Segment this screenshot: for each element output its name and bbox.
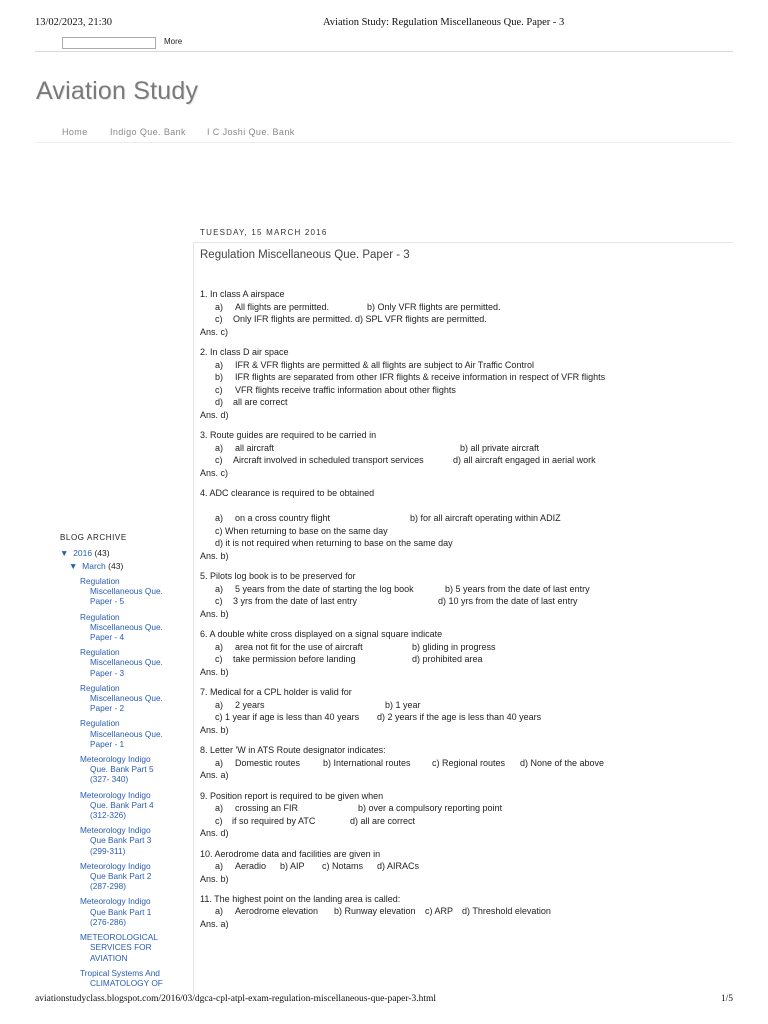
question-block — [200, 429, 730, 479]
question-text — [200, 570, 730, 583]
question-segment: Ans. a) — [200, 770, 229, 781]
question-line — [200, 442, 730, 455]
question-block — [200, 628, 730, 678]
question-text — [200, 893, 730, 906]
question-segment: IFR flights are separated from other IFR flights & receive information in respect of VFR flights — [235, 372, 606, 383]
collapse-arrow-icon[interactable]: ▼ — [69, 561, 78, 571]
question-block — [200, 744, 730, 782]
archive-post-link[interactable]: Regulation Miscellaneous Que. Paper - 3 — [80, 647, 163, 678]
print-page-number: 1/5 — [720, 994, 733, 1004]
question-line — [200, 860, 730, 873]
question-segment: c) — [215, 455, 223, 466]
question-segment: Ans. b) — [200, 667, 229, 677]
question-line — [200, 583, 730, 596]
question-line — [200, 326, 730, 339]
question-segment: b) — [215, 372, 224, 383]
blog-title[interactable]: Aviation Study — [36, 77, 199, 105]
question-line — [200, 827, 730, 840]
question-block — [200, 790, 730, 840]
question-segment: a) — [215, 583, 224, 594]
question-line — [200, 409, 730, 422]
tab-home[interactable]: Home — [62, 127, 88, 137]
question-block — [200, 288, 730, 338]
question-segment: if so required by ATC — [232, 815, 316, 826]
question-line — [200, 595, 730, 608]
question-line — [200, 641, 730, 654]
print-url: aviationstudyclass.blogspot.com/2016/03/dgca-cpl-atpl-exam-regulation-miscellaneous-que-paper-3.html — [35, 994, 437, 1004]
question-text — [200, 487, 730, 500]
print-page-title: Aviation Study: Regulation Miscellaneous Que. Paper - 3 — [323, 17, 565, 28]
post-body — [200, 288, 730, 938]
question-segment: d) None of the above — [520, 757, 605, 768]
question-segment: IFR & VFR flights are permitted & all flights are subject to Air Traffic Control — [235, 359, 534, 370]
question-segment: Ans. d) — [200, 828, 229, 839]
question-text — [200, 848, 730, 861]
question-line — [200, 359, 730, 372]
question-block — [200, 487, 730, 563]
question-segment: area not fit for the use of aircraft — [235, 641, 363, 652]
question-segment: d) all aircraft engaged in aerial work — [453, 455, 596, 466]
question-segment: d) it is not required when returning to base on the same day — [215, 538, 453, 549]
question-segment: all are correct — [233, 397, 288, 408]
archive-month-march[interactable] — [60, 561, 178, 574]
question-segment: 4. ADC clearance is required to be obtained — [200, 488, 375, 499]
question-segment: d) — [215, 397, 224, 408]
question-segment: Only IFR flights are permitted. d) SPL VFR flights are permitted. — [233, 314, 487, 325]
question-segment: all aircraft — [235, 442, 275, 453]
question-segment: d) AIRACs — [377, 861, 420, 872]
question-segment: b) all private aircraft — [460, 442, 540, 453]
question-line — [200, 537, 730, 550]
question-segment: b) Only VFR flights are permitted. — [367, 301, 501, 312]
question-segment: b) AIP — [280, 861, 305, 872]
question-segment: Aerodrome elevation — [235, 906, 319, 917]
tabs-divider — [35, 142, 733, 143]
question-segment: 11. The highest point on the landing area is called: — [200, 893, 401, 904]
archive-post-link[interactable]: Meteorology Indigo Que. Bank Part 4 (312-326) — [80, 789, 154, 821]
question-segment: c) — [215, 314, 223, 325]
question-segment: 1. In class A airspace — [200, 289, 285, 299]
question-line — [200, 905, 730, 918]
question-line — [200, 500, 730, 513]
question-text — [200, 790, 730, 803]
question-segment: Aeradio — [235, 861, 267, 872]
question-segment: 2 years — [235, 699, 265, 710]
archive-post-list — [60, 576, 178, 988]
question-segment: a) — [215, 301, 224, 312]
question-segment: a) — [215, 641, 224, 652]
question-segment: d) prohibited area — [412, 654, 483, 665]
question-block — [200, 893, 730, 931]
question-segment: 5. Pilots log book is to be preserved for — [200, 571, 356, 582]
question-line — [200, 653, 730, 666]
archive-post-link[interactable]: Regulation Miscellaneous Que. Paper - 2 — [80, 682, 163, 714]
collapse-arrow-icon[interactable]: ▼ — [60, 548, 69, 558]
question-line — [200, 525, 730, 538]
question-segment: c) 1 year if age is less than 40 years — [215, 712, 360, 723]
question-segment: a) — [215, 513, 224, 524]
archive-post-link[interactable]: Tropical Systems And CLIMATOLOGY OF — [80, 967, 163, 988]
question-segment: 7. Medical for a CPL holder is valid for — [200, 687, 352, 698]
question-segment: d) 10 yrs from the date of last entry — [438, 596, 578, 607]
question-line — [200, 666, 730, 679]
question-line — [200, 769, 730, 782]
question-line — [200, 757, 730, 770]
question-block — [200, 570, 730, 620]
question-segment: crossing an FIR — [235, 803, 299, 814]
question-segment: a) — [215, 906, 224, 917]
archive-post-link[interactable]: Meteorology Indigo Que Bank Part 1 (276-286) — [80, 896, 152, 927]
question-segment: 5 years from the date of starting the log book — [235, 583, 414, 594]
question-segment: on a cross country flight — [235, 513, 331, 524]
question-segment: Ans. b) — [200, 873, 229, 884]
archive-post-link[interactable]: Meteorology Indigo Que Bank Part 3 (299-311) — [80, 825, 152, 856]
question-segment: a) — [215, 803, 224, 814]
question-segment: b) over a compulsory reporting point — [358, 803, 503, 814]
question-segment: d) 2 years if the age is less than 40 years — [377, 712, 542, 723]
question-segment: Ans. b) — [200, 551, 229, 562]
question-line — [200, 313, 730, 326]
question-segment: 2. In class D air space — [200, 346, 289, 357]
tab-ic-joshi-que-bank[interactable]: I C Joshi Que. Bank — [207, 127, 295, 137]
blog-archive-header: BLOG ARCHIVE — [60, 533, 127, 542]
question-segment: b) Runway elevation — [334, 906, 416, 917]
navbar-search-input[interactable] — [62, 37, 156, 49]
question-segment: Ans. a) — [200, 919, 229, 930]
tab-indigo-que-bank[interactable]: Indigo Que. Bank — [110, 127, 186, 137]
archive-month-count: (43) — [108, 561, 124, 571]
question-segment: 6. A double white cross displayed on a signal square indicate — [200, 629, 443, 640]
question-text — [200, 744, 730, 757]
question-line — [200, 384, 730, 397]
question-segment: c) Notams — [322, 861, 364, 872]
archive-month-label[interactable]: March — [82, 561, 106, 571]
question-line — [200, 802, 730, 815]
question-text — [200, 628, 730, 641]
question-segment: VFR flights receive traffic information about other flights — [235, 384, 456, 395]
question-segment: a) — [215, 699, 224, 710]
question-segment: Ans. b) — [200, 609, 229, 620]
question-line — [200, 301, 730, 314]
question-segment: c) — [215, 654, 223, 665]
question-segment: Ans. c) — [200, 326, 229, 337]
question-segment: c) When returning to base on the same day — [215, 525, 388, 536]
archive-year-label[interactable]: 2016 — [73, 548, 93, 558]
question-segment: c) Regional routes — [432, 757, 506, 768]
question-text — [200, 429, 730, 442]
question-segment: 3 yrs from the date of last entry — [233, 596, 358, 607]
question-line — [200, 512, 730, 525]
question-line — [200, 711, 730, 724]
question-line — [200, 873, 730, 886]
question-block — [200, 346, 730, 422]
question-segment: 10. Aerodrome data and facilities are given in — [200, 848, 381, 859]
question-line — [200, 454, 730, 467]
question-segment: All flights are permitted. — [235, 301, 330, 312]
blog-archive — [60, 533, 178, 993]
question-segment: 8. Letter 'W in ATS Route designator indicates: — [200, 745, 386, 756]
question-segment: b) 1 year — [385, 699, 421, 710]
question-segment: Domestic routes — [235, 757, 301, 768]
question-segment: Ans. d) — [200, 409, 229, 420]
question-segment: c) — [215, 384, 223, 395]
navbar-divider — [35, 51, 733, 52]
question-line — [200, 724, 730, 737]
question-block — [200, 686, 730, 736]
question-segment: b) for all aircraft operating within ADIZ — [410, 513, 561, 524]
post-date: TUESDAY, 15 MARCH 2016 — [200, 228, 328, 237]
question-segment: b) International routes — [323, 757, 411, 768]
archive-post-link[interactable]: Meteorology Indigo Que Bank Part 2 (287-298) — [80, 860, 152, 892]
question-segment: 3. Route guides are required to be carried in — [200, 430, 377, 441]
question-segment: c) — [215, 815, 223, 826]
question-text — [200, 686, 730, 699]
question-segment: a) — [215, 442, 224, 453]
question-text — [200, 346, 730, 359]
print-header — [35, 17, 733, 31]
question-line — [200, 608, 730, 621]
print-datetime: 13/02/2023, 21:30 — [35, 17, 113, 28]
question-text — [200, 288, 730, 301]
question-line — [200, 396, 730, 409]
post-title[interactable]: Regulation Miscellaneous Que. Paper - 3 — [200, 249, 410, 261]
archive-year-2016[interactable] — [60, 548, 178, 561]
question-segment: a) — [215, 757, 224, 768]
archive-post-link[interactable]: Regulation Miscellaneous Que. Paper - 1 — [80, 718, 163, 749]
question-segment: c) ARP — [425, 906, 454, 917]
question-segment: d) all are correct — [350, 815, 416, 826]
question-segment: Aircraft involved in scheduled transport services — [233, 455, 424, 466]
question-line — [200, 699, 730, 712]
question-segment: Ans. c) — [200, 467, 229, 478]
question-line — [200, 918, 730, 931]
archive-post-link[interactable]: Regulation Miscellaneous Que. Paper - 4 — [80, 611, 163, 643]
archive-post-link[interactable]: METEOROLOGICAL SERVICES FOR AVIATION — [80, 932, 158, 963]
archive-post-link[interactable]: Meteorology Indigo Que. Bank Part 5 (327- 340) — [80, 754, 154, 785]
question-segment: take permission before landing — [233, 654, 356, 665]
archive-post-link[interactable]: Regulation Miscellaneous Que. Paper - 5 — [80, 576, 163, 607]
question-segment: a) — [215, 861, 224, 872]
question-segment: Ans. b) — [200, 724, 229, 735]
question-line — [200, 371, 730, 384]
archive-year-count: (43) — [94, 548, 110, 558]
question-segment: b) 5 years from the date of last entry — [445, 583, 590, 594]
question-segment: a) — [215, 359, 224, 370]
question-segment: c) — [215, 596, 223, 607]
question-segment: d) Threshold elevation — [462, 906, 551, 917]
question-line — [200, 467, 730, 480]
question-segment: b) gliding in progress — [412, 641, 496, 652]
question-line — [200, 815, 730, 828]
question-segment: 9. Position report is required to be given when — [200, 790, 384, 801]
question-line — [200, 550, 730, 563]
question-block — [200, 848, 730, 886]
navbar-more-link[interactable]: More — [164, 37, 183, 46]
